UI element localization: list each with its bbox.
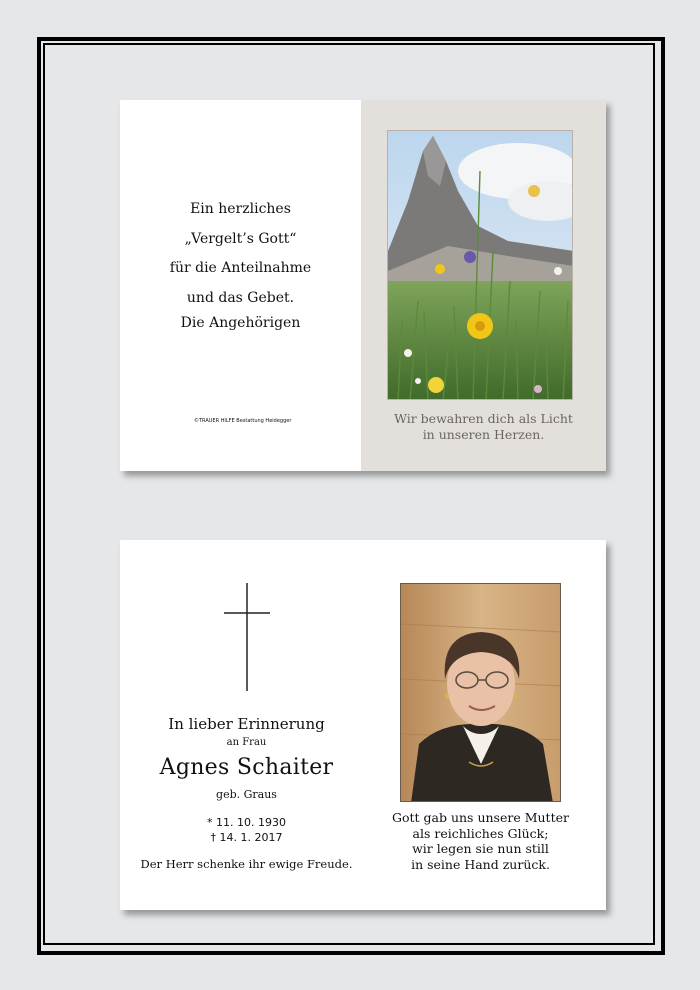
maiden-name: geb. Graus	[216, 788, 277, 801]
thank-you-card	[120, 100, 606, 471]
family-signature: Die Angehörigen	[180, 315, 301, 331]
motto-panel	[361, 100, 606, 471]
thanks-line: Ein herzliches	[190, 201, 291, 217]
poem-text	[373, 810, 588, 872]
blessing-text: Der Herr schenke ihr ewige Freude.	[140, 857, 353, 871]
landscape-image	[388, 131, 573, 400]
in-memory-heading: In lieber Erinnerung	[168, 715, 325, 733]
motto-line: Wir bewahren dich als Licht	[394, 411, 573, 426]
mountain-flowers-photo	[387, 130, 573, 400]
birth-date: * 11. 10. 1930	[207, 816, 286, 829]
motto-text	[361, 411, 606, 443]
thanks-line: für die Anteilnahme	[169, 260, 312, 276]
thanks-line: und das Gebet.	[186, 289, 295, 306]
portrait-photo	[400, 583, 561, 802]
death-date: † 14. 1. 2017	[210, 831, 283, 844]
salutation: an Frau	[226, 737, 267, 748]
portrait-image	[401, 584, 561, 802]
copyright-note: ©TRAUER HILFE Bestattung Heidegger	[194, 418, 292, 424]
memorial-card	[120, 540, 606, 910]
thank-you-panel	[120, 100, 361, 471]
thank-you-text	[120, 195, 361, 313]
poem-line: wir legen sie nun still	[412, 841, 549, 856]
poem-line: Gott gab uns unsere Mutter	[392, 810, 569, 825]
deceased-name: Agnes Schaiter	[159, 755, 334, 780]
thanks-line: „Vergelt’s Gott“	[184, 230, 297, 247]
poem-line: als reichliches Glück;	[412, 825, 549, 841]
motto-line: in unseren Herzen.	[422, 427, 545, 442]
poem-line: in seine Hand zurück.	[411, 856, 550, 872]
cross-icon	[224, 583, 270, 691]
